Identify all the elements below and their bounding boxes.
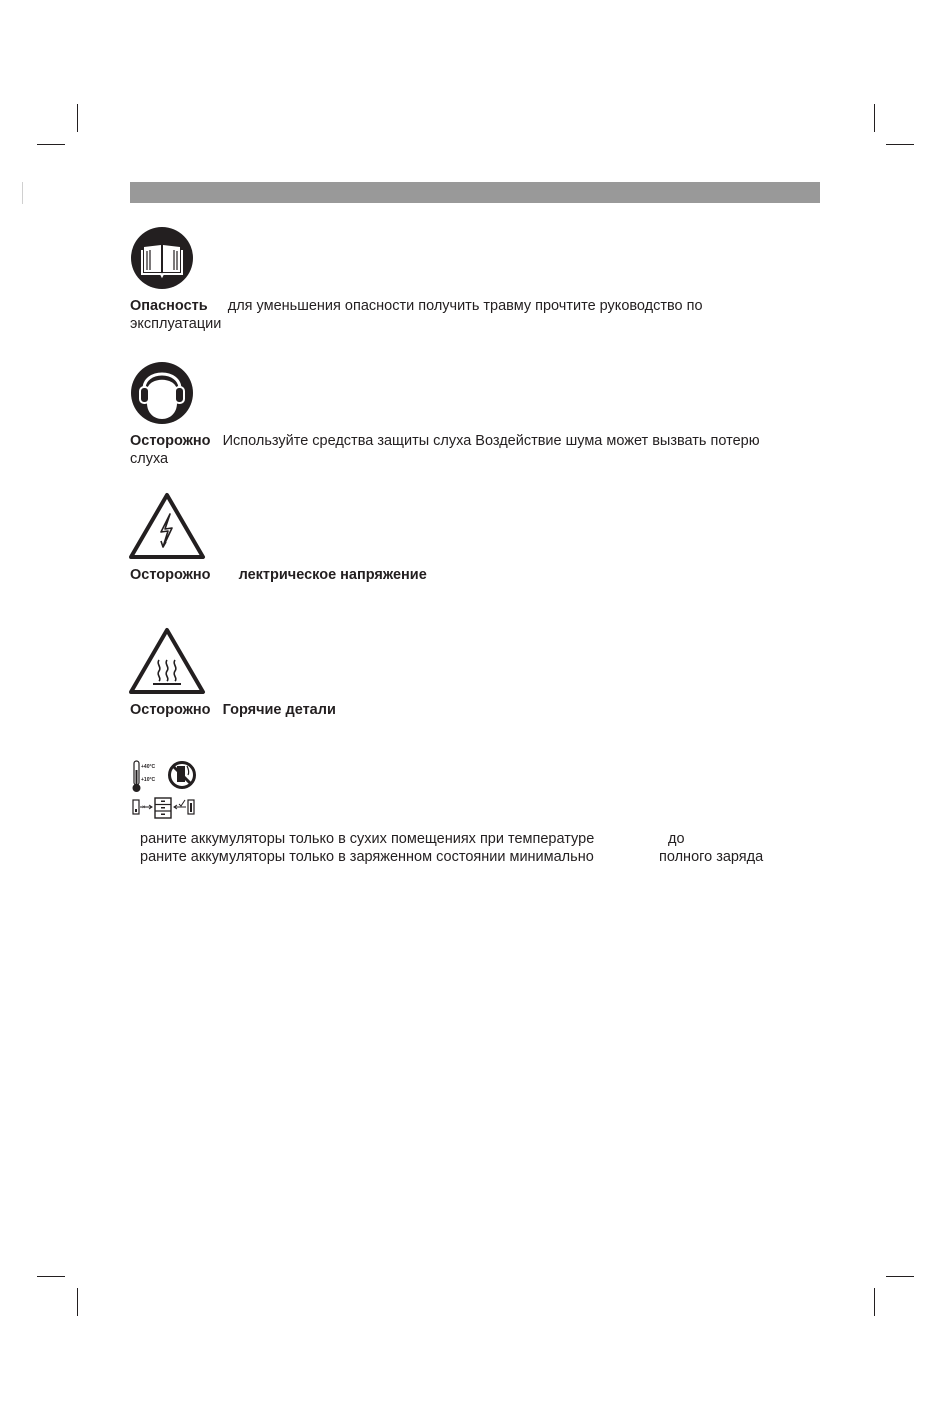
battery-storage-line2: раните аккумуляторы только в заряженном состоянии минимально bbox=[140, 849, 594, 865]
battery-storage-line2-charge: полного заряда bbox=[659, 849, 764, 865]
danger-text: для уменьшения опасности получить травму прочтите руководство по bbox=[227, 298, 703, 314]
crop-mark-bottom-right-vertical bbox=[874, 1288, 875, 1316]
caution-label: Осторожно bbox=[130, 567, 211, 583]
read-manual-icon bbox=[130, 226, 194, 295]
caution-electric-line bbox=[130, 566, 810, 584]
hot-surface-warning-icon bbox=[128, 627, 206, 700]
hearing-text: Используйте средства защиты слуха Воздействие шума может вызвать потерю bbox=[222, 433, 760, 449]
temp-low-label: +10°C bbox=[141, 777, 156, 783]
battery-storage-line1-to: до bbox=[668, 831, 685, 847]
crop-mark-bottom-left-vertical bbox=[77, 1288, 78, 1316]
battery-storage-line1: раните аккумуляторы только в сухих помещениях при температуре bbox=[140, 831, 595, 847]
danger-label: Опасность bbox=[130, 298, 208, 314]
crop-mark-bottom-right-horizontal bbox=[886, 1276, 914, 1277]
crop-mark-bottom-left-horizontal bbox=[37, 1276, 65, 1277]
crop-mark-top-left-horizontal bbox=[37, 144, 65, 145]
section-header-bar bbox=[130, 182, 820, 203]
caution-label: Осторожно bbox=[130, 433, 211, 449]
battery-storage-icon bbox=[130, 758, 200, 827]
electric-text: лектрическое напряжение bbox=[238, 567, 427, 583]
danger-label-line1 bbox=[130, 297, 810, 315]
svg-text:×: × bbox=[142, 805, 146, 811]
ear-protection-icon bbox=[130, 361, 194, 430]
crop-mark-top-right-vertical bbox=[874, 104, 875, 132]
crop-mark-top-left-vertical bbox=[77, 104, 78, 132]
danger-text-line2: эксплуатации bbox=[130, 316, 222, 332]
caution-hot-line bbox=[130, 701, 810, 719]
hearing-text-line2: слуха bbox=[130, 451, 169, 467]
crop-mark-top-right-horizontal bbox=[886, 144, 914, 145]
caution-label: Осторожно bbox=[130, 702, 211, 718]
registration-line bbox=[22, 182, 23, 204]
temp-high-label: +40°C bbox=[141, 764, 156, 770]
caution-hearing-line1 bbox=[130, 432, 810, 450]
hot-text: Горячие детали bbox=[222, 702, 336, 718]
electric-voltage-warning-icon bbox=[128, 492, 206, 565]
